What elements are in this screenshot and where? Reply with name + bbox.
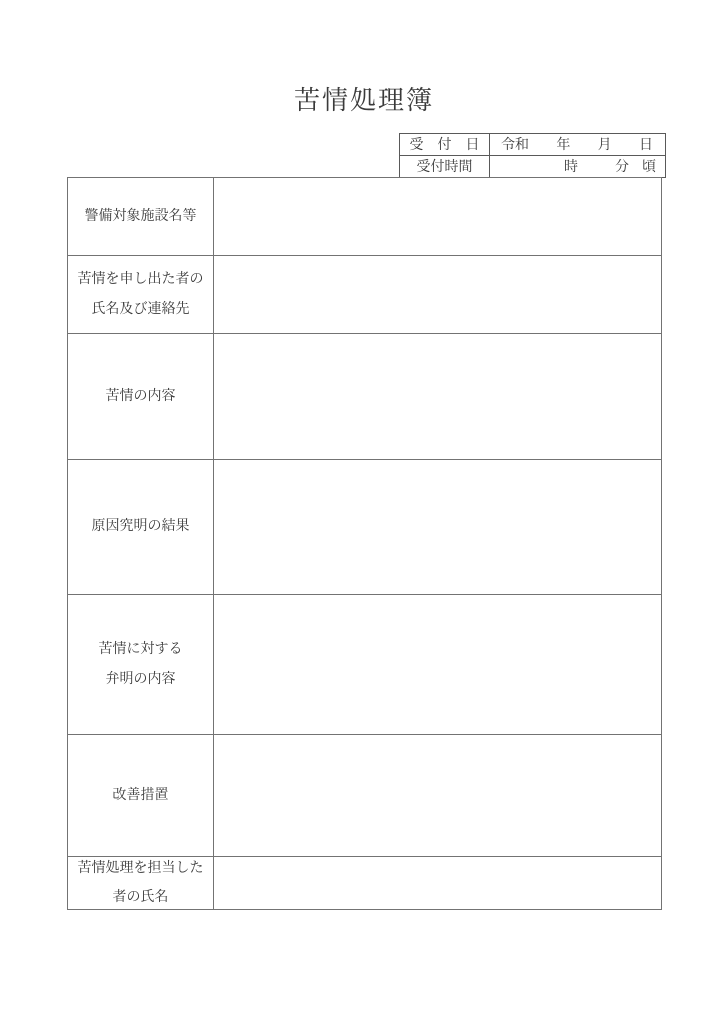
cause-result-label: 原因究明の結果: [68, 460, 214, 594]
handler-name-field: [214, 857, 661, 909]
reception-date-row: [400, 134, 665, 156]
day-label: 日: [638, 136, 653, 153]
facility-name-label: 警備対象施設名等: [68, 178, 214, 255]
form-row-improvement: [68, 735, 661, 857]
form-row-cause-result: [68, 460, 661, 595]
era-label: 令和: [501, 136, 529, 153]
reception-date-value: [490, 134, 665, 155]
year-label: 年: [556, 136, 571, 153]
reception-time-value: [490, 156, 665, 177]
form-row-explanation: [68, 595, 661, 735]
reception-info-table: [399, 133, 666, 178]
handler-name-label: 苦情処理を担当した 者の氏名: [68, 857, 214, 909]
approx-label: 頃: [642, 158, 656, 175]
explanation-field: [214, 595, 661, 734]
reception-time-row: [400, 156, 665, 177]
facility-name-field: [214, 178, 661, 255]
explanation-label: 苦情に対する 弁明の内容: [68, 595, 214, 734]
improvement-label: 改善措置: [68, 735, 214, 856]
minute-label: 分: [615, 158, 629, 175]
reception-date-label: 受 付 日: [400, 134, 490, 155]
form-row-handler: [68, 857, 661, 909]
hour-label: 時: [564, 158, 578, 175]
complaint-content-field: [214, 334, 661, 459]
form-row-complainant: [68, 256, 661, 334]
form-row-complaint-content: [68, 334, 661, 460]
page-title: 苦情処理簿: [293, 86, 434, 116]
complainant-label: 苦情を申し出た者の 氏名及び連絡先: [68, 256, 214, 333]
form-row-facility: [68, 178, 661, 256]
month-label: 月: [597, 136, 612, 153]
complainant-field: [214, 256, 661, 333]
improvement-field: [214, 735, 661, 856]
complaint-form-table: [67, 177, 662, 910]
reception-time-label: 受付時間: [400, 156, 490, 177]
complaint-content-label: 苦情の内容: [68, 334, 214, 459]
cause-result-field: [214, 460, 661, 594]
